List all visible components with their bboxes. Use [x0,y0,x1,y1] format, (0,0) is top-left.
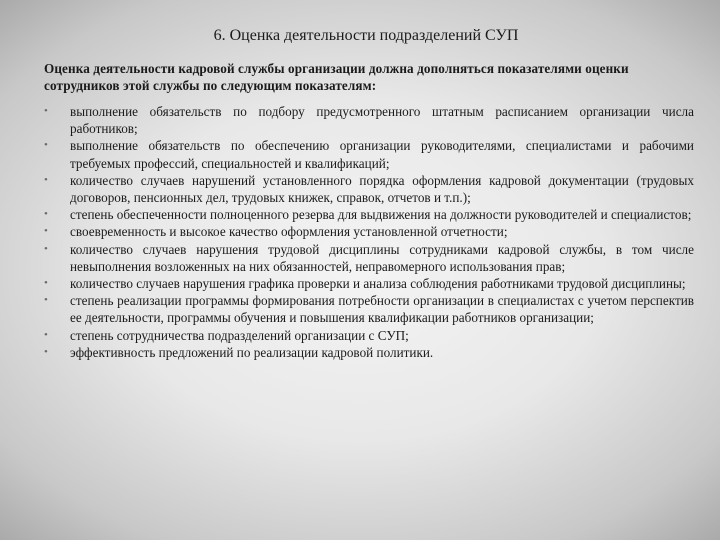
list-item-text: степень обеспеченности полноценного резерва для выдвижения на должности руководителей и специалистов; [70,207,692,223]
list-item-text: выполнение обязательств по подбору предусмотренного штатным расписанием организации числа работников; [70,104,694,137]
bullet-icon: • [44,105,48,117]
bullet-icon: • [44,242,48,255]
list-item [44,172,694,206]
list-item [44,327,694,344]
bullet-icon: • [44,225,48,238]
list-item [44,275,694,292]
bullet-icon: • [44,294,48,307]
list-item [44,344,694,361]
list-item-text: выполнение обязательств по обеспечению организации руководителями, специалистами и рабочими требуемых профессий, специальностей и квалификаций; [70,138,694,171]
list-item-text: количество случаев нарушения трудовой дисциплины сотрудниками кадровой службы, в том числе невыполнения возложенных на них обязанностей, неправомерного использования прав; [70,241,694,274]
list-item-text: степень реализации программы формирования потребности организации в специалистах с учетом перспектив ее деятельности, программы обучения и повышения квалификации работников организации; [70,293,694,326]
list-item [44,206,694,223]
list-item [44,292,694,326]
list-item [44,137,694,171]
slide-title: 6. Оценка деятельности подразделений СУП [213,27,519,44]
bullet-icon: • [44,139,48,152]
list-item-text: своевременность и высокое качество оформления установленной отчетности; [70,224,508,240]
intro-paragraph: Оценка деятельности кадровой службы организации должна дополняться показателями оценки сотрудников этой службы по следующим показателям: [44,61,629,93]
list-item-text: количество случаев нарушения графика проверки и анализа соблюдения работниками трудовой дисциплины; [70,276,686,292]
bullet-icon: • [44,173,48,186]
indicator-list [44,103,694,361]
list-item-text: эффективность предложений по реализации кадровой политики. [70,344,434,360]
bullet-icon: • [44,277,48,290]
list-item [44,241,694,275]
bullet-icon: • [44,208,48,221]
list-item-text: количество случаев нарушений установленного порядка оформления кадровой документации (трудовых договоров, пенсионных дел, трудовых книжек, справок, отчетов и т.п.); [70,172,694,206]
bullet-icon: • [44,345,48,358]
list-item-text: степень сотрудничества подразделений организации с СУП; [70,327,409,343]
list-item [44,103,694,137]
bullet-icon: • [44,328,48,341]
list-item [44,223,694,240]
